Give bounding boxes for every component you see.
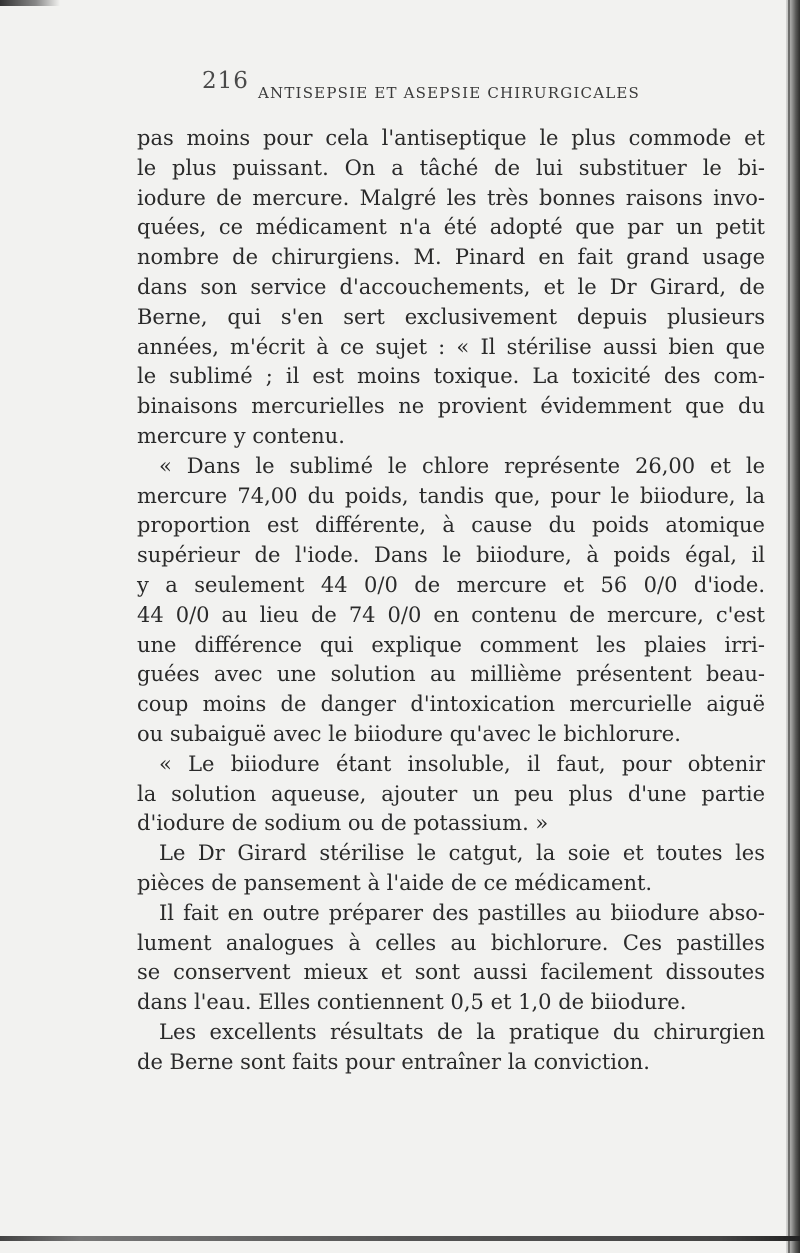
text-line: 44 0/0 au lieu de 74 0/0 en contenu de mercure, c'est bbox=[137, 602, 765, 627]
text-line: coup moins de danger d'intoxication mercurielle aiguë bbox=[137, 692, 765, 717]
text-line: la solution aqueuse, ajouter un peu plus d'une partie bbox=[137, 781, 765, 806]
text-line: pas moins pour cela l'antiseptique le plus commode et bbox=[137, 126, 765, 150]
page-corner-shadow bbox=[0, 0, 60, 6]
text-line: mercure 74,00 du poids, tandis que, pour le biiodure, la bbox=[137, 483, 765, 508]
text-line: de Berne sont faits pour entraîner la conviction. bbox=[137, 1049, 650, 1074]
text-line: le sublimé ; il est moins toxique. La toxicité des com- bbox=[137, 364, 765, 389]
text-line: Il fait en outre préparer des pastilles au biiodure abso- bbox=[159, 900, 765, 925]
text-line: binaisons mercurielles ne provient évidemment que du bbox=[137, 394, 765, 419]
text-line: pièces de pansement à l'aide de ce médicament. bbox=[137, 870, 653, 895]
text-line: Le Dr Girard stérilise le catgut, la soie et toutes les bbox=[159, 841, 765, 866]
text-line: Berne, qui s'en sert exclusivement depuis plusieurs bbox=[137, 304, 765, 329]
text-line: dans son service d'accouchements, et le Dr Girard, de bbox=[137, 274, 765, 299]
text-line: proportion est différente, à cause du poids atomique bbox=[137, 513, 765, 538]
book-spine-edge bbox=[786, 0, 800, 1253]
running-head bbox=[0, 68, 800, 108]
text-line: le plus puissant. On a tâché de lui substituer le bi- bbox=[137, 155, 765, 180]
text-line: « Le biiodure étant insoluble, il faut, pour obtenir bbox=[159, 751, 765, 776]
text-line: dans l'eau. Elles contiennent 0,5 et 1,0 de biiodure. bbox=[137, 990, 687, 1015]
text-line: Les excellents résultats de la pratique du chirurgien bbox=[159, 1019, 765, 1044]
page-number: 216 bbox=[202, 68, 249, 94]
text-line: mercure y contenu. bbox=[137, 423, 345, 448]
page-bottom-edge bbox=[0, 1236, 800, 1241]
body-text bbox=[137, 124, 765, 1078]
text-line: iodure de mercure. Malgré les très bonnes raisons invo- bbox=[137, 185, 765, 210]
text-line: une différence qui explique comment les plaies irri- bbox=[137, 632, 765, 657]
text-line: lument analogues à celles au bichlorure. Ces pastilles bbox=[137, 930, 765, 955]
running-title: ANTISEPSIE ET ASEPSIE CHIRURGICALES bbox=[258, 84, 641, 102]
text-line: guées avec une solution au millième présentent beau- bbox=[137, 662, 765, 687]
text-line: d'iodure de sodium ou de potassium. » bbox=[137, 811, 549, 836]
text-line: y a seulement 44 0/0 de mercure et 56 0/0 d'iode. bbox=[137, 572, 765, 597]
text-line: ou subaiguë avec le biiodure qu'avec le bichlorure. bbox=[137, 721, 681, 746]
text-line: années, m'écrit à ce sujet : « Il stérilise aussi bien que bbox=[137, 334, 765, 359]
text-line: se conservent mieux et sont aussi facilement dissoutes bbox=[137, 960, 765, 985]
text-line: supérieur de l'iode. Dans le biiodure, à poids égal, il bbox=[137, 543, 765, 568]
text-line: quées, ce médicament n'a été adopté que par un petit bbox=[137, 215, 765, 240]
text-line: nombre de chirurgiens. M. Pinard en fait grand usage bbox=[137, 245, 765, 270]
text-line: « Dans le sublimé le chlore représente 26,00 et le bbox=[159, 453, 765, 478]
